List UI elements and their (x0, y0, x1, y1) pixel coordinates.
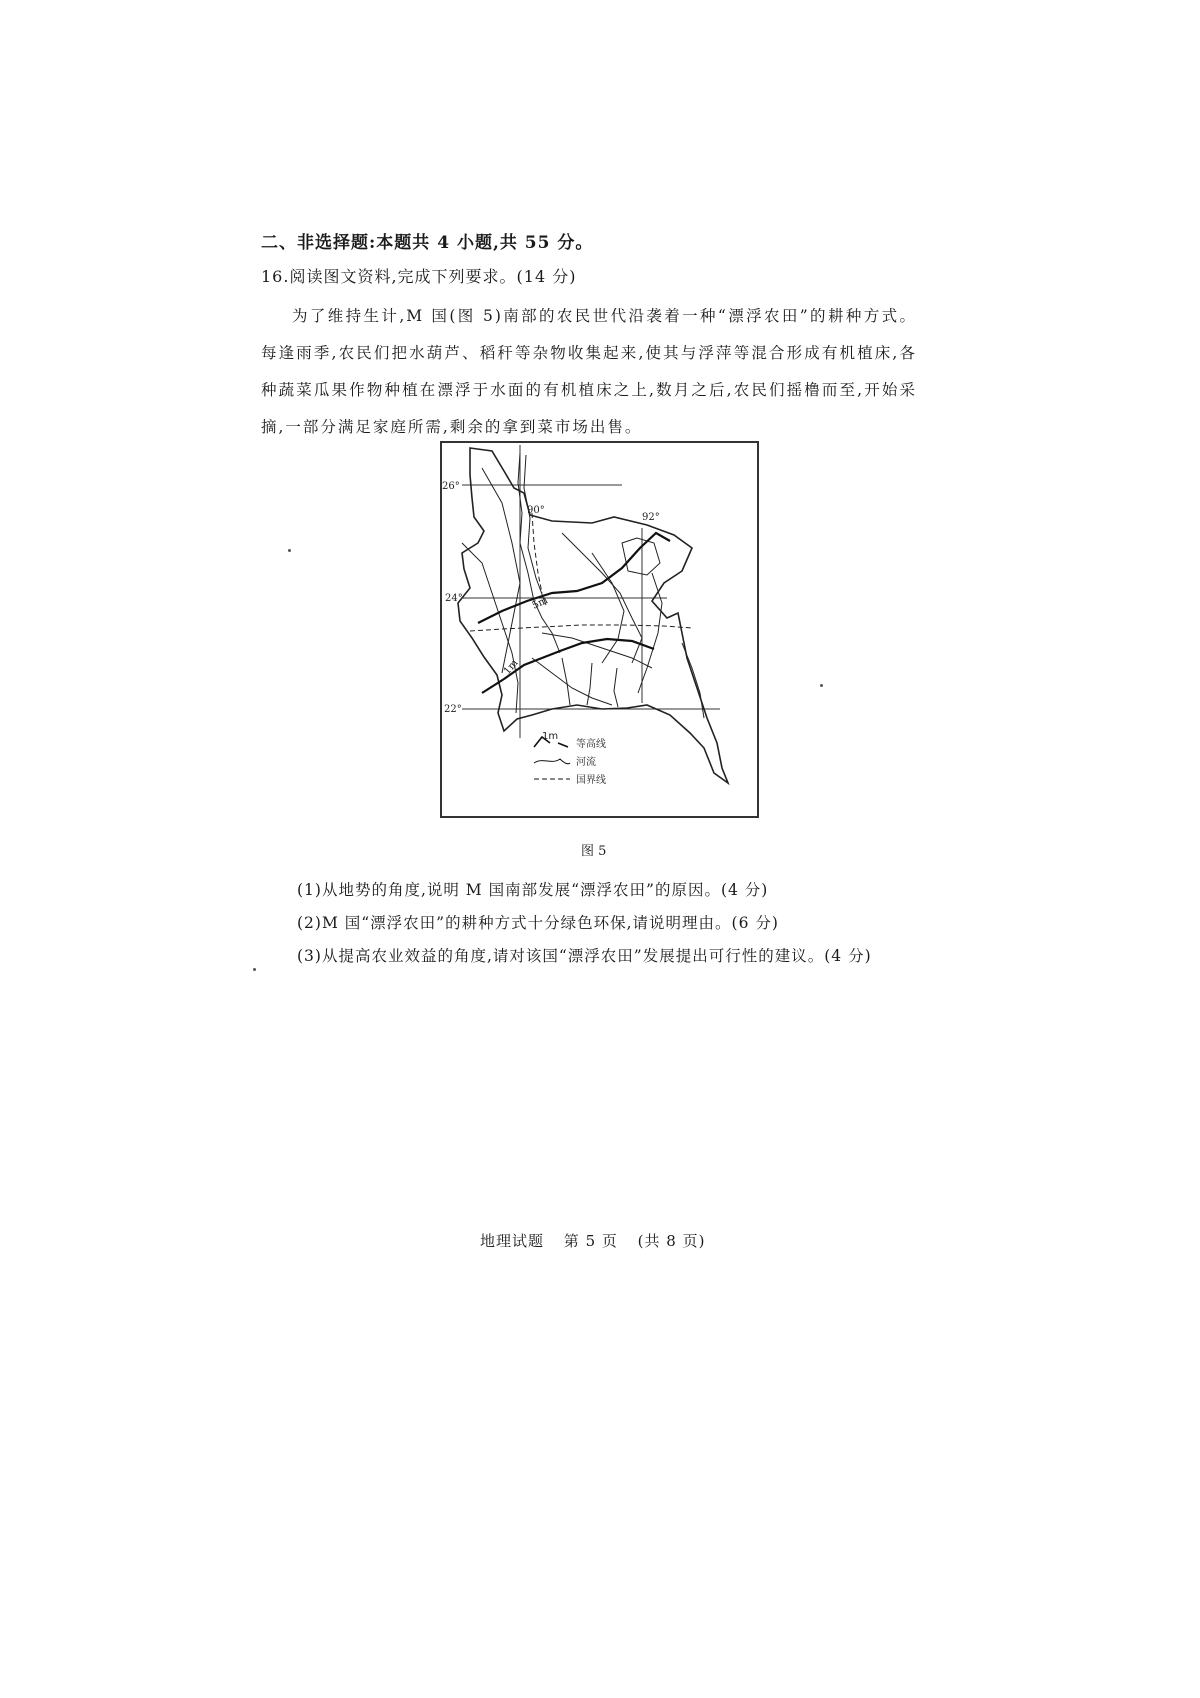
subquestion-3: (3)从提高农业效益的角度,请对该国“漂浮农田”发展提出可行性的建议。(4 分) (297, 947, 872, 965)
map-legend (534, 731, 606, 786)
question-title: 16.阅读图文资料,完成下列要求。(14 分) (261, 267, 577, 286)
legend-river-symbol (534, 759, 570, 764)
river-southeast (682, 643, 704, 718)
legend-border-label: 国界线 (576, 775, 606, 786)
river-delta-2 (532, 658, 612, 705)
lon-label-90: 90° (527, 505, 545, 516)
river-delta-4 (587, 663, 592, 705)
contour-5m (478, 533, 670, 623)
legend-contour-tail (558, 743, 568, 747)
footer-subject: 地理试题 (480, 1232, 545, 1250)
legend-contour-label: 等高线 (576, 739, 606, 750)
contour-label-5m: 5m (530, 595, 550, 612)
lat-label-26: 26° (442, 481, 460, 492)
footer-page-number: 第 5 页 (563, 1232, 618, 1250)
river-delta-5 (614, 668, 618, 707)
lat-label-24: 24° (445, 593, 463, 604)
lat-label-22: 22° (444, 704, 462, 715)
country-outline (458, 448, 728, 783)
page-footer (480, 1230, 719, 1251)
river-lake-northeast (622, 538, 660, 575)
map-drawing (442, 443, 757, 816)
subquestion-2: (2)M 国“漂浮农田”的耕种方式十分绿色环保,请说明理由。(6 分) (297, 914, 779, 932)
scan-speck (288, 549, 291, 552)
footer-total-pages: (共 8 页) (637, 1232, 706, 1250)
legend-contour-sample: 1m (542, 731, 559, 742)
river-west (482, 468, 520, 673)
section-heading: 二、非选择题:本题共 4 小题,共 55 分。 (261, 233, 594, 253)
legend-river-label: 河流 (576, 757, 596, 768)
scan-speck (253, 968, 256, 971)
figure-caption: 图 5 (581, 844, 607, 859)
question-passage: 为了维持生计,M 国(图 5)南部的农民世代沿袭着一种“漂浮农田”的耕种方式。每逢雨季,农民们把水葫芦、稻秆等杂物收集起来,使其与浮萍等混合形成有机植床,各种蔬菜瓜果作物种植在漂浮于水面的有机植床之上,数月之后,农民们摇橹而至,开始采摘,一部分满足家庭所需,剩余的拿到菜市场出售。 (261, 307, 917, 436)
figure-5-map (440, 441, 759, 818)
graticule (462, 445, 720, 738)
subquestion-1: (1)从地势的角度,说明 M 国南部发展“漂浮农田”的原因。(4 分) (297, 881, 769, 899)
lon-label-92: 92° (642, 512, 660, 523)
contour-label-1m: 1m (501, 657, 521, 677)
scan-speck (820, 684, 823, 687)
river-main-bank (524, 455, 546, 605)
